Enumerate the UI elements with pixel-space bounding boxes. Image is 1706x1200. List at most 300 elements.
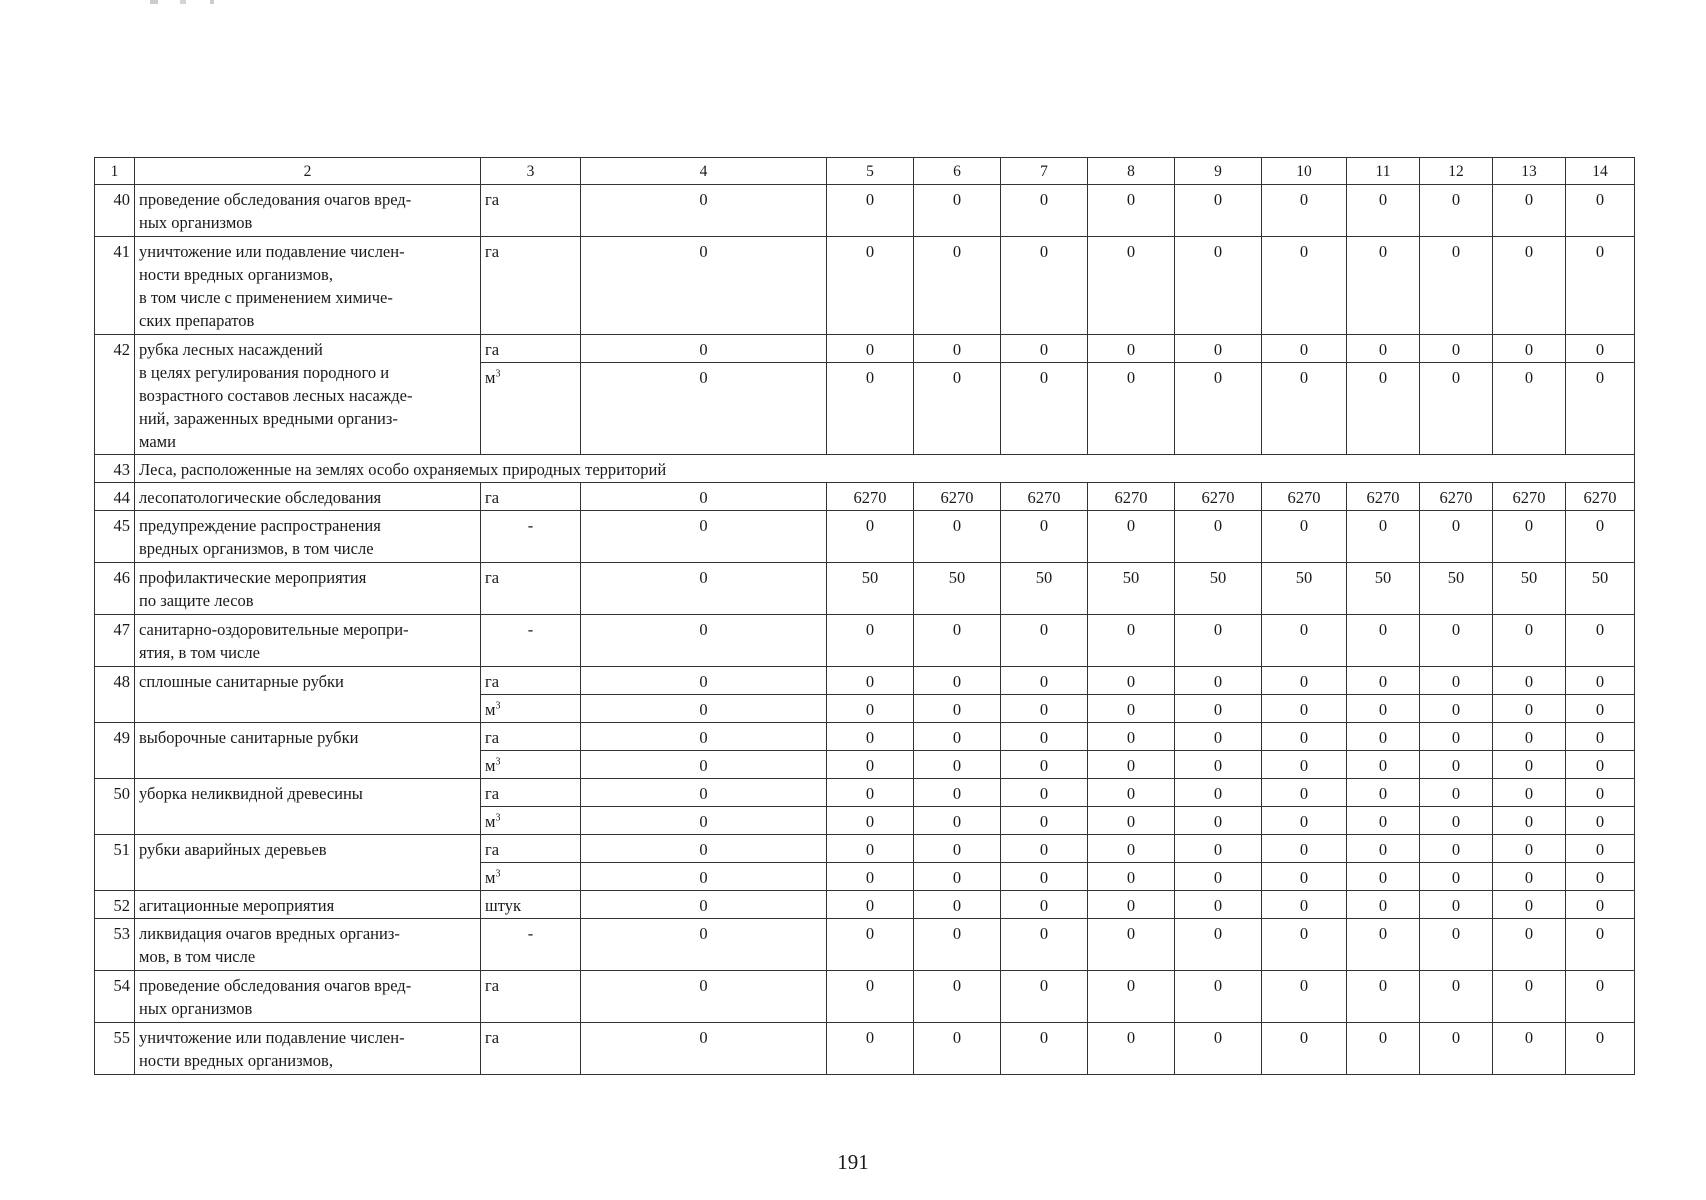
value-cell: 0: [1088, 695, 1175, 723]
value-cell: 0: [1088, 863, 1175, 891]
value-cell: 0: [827, 1023, 914, 1075]
value-cell: 0: [581, 615, 827, 667]
value-cell: 0: [1493, 835, 1566, 863]
value-cell: 0: [914, 863, 1001, 891]
value-cell: 0: [1420, 807, 1493, 835]
value-cell: 0: [1001, 335, 1088, 363]
value-cell: 6270: [1262, 483, 1347, 511]
value-cell: 0: [1566, 919, 1635, 971]
value-cell: 0: [1175, 971, 1262, 1023]
value-cell: 50: [827, 563, 914, 615]
value-cell: 0: [1493, 363, 1566, 455]
value-cell: 0: [1347, 891, 1420, 919]
column-header: 3: [481, 158, 581, 185]
row-name: рубки аварийных деревьев: [135, 835, 481, 891]
row-name: лесопатологические обследования: [135, 483, 481, 511]
row-number: 47: [95, 615, 135, 667]
value-cell: 0: [1420, 863, 1493, 891]
unit-cell: [481, 807, 581, 835]
value-cell: 0: [1420, 695, 1493, 723]
value-cell: 0: [1566, 695, 1635, 723]
value-cell: 0: [914, 779, 1001, 807]
value-cell: 0: [1420, 511, 1493, 563]
value-cell: 0: [1262, 615, 1347, 667]
value-cell: 50: [1175, 563, 1262, 615]
value-cell: 6270: [1088, 483, 1175, 511]
value-cell: 0: [1262, 695, 1347, 723]
table-row: [95, 335, 1635, 363]
section-row: [95, 455, 1635, 483]
value-cell: 0: [1088, 511, 1175, 563]
value-cell: 50: [914, 563, 1001, 615]
value-cell: 0: [581, 237, 827, 335]
unit-exponent: 3: [495, 812, 501, 824]
value-cell: 0: [1175, 335, 1262, 363]
value-cell: 0: [1347, 835, 1420, 863]
column-header: 4: [581, 158, 827, 185]
value-cell: 0: [1347, 185, 1420, 237]
value-cell: 0: [1175, 807, 1262, 835]
column-header: 6: [914, 158, 1001, 185]
value-cell: 0: [581, 483, 827, 511]
value-cell: 0: [1493, 891, 1566, 919]
value-cell: 0: [581, 807, 827, 835]
value-cell: 0: [1175, 779, 1262, 807]
value-cell: 0: [1493, 723, 1566, 751]
header-row: [95, 158, 1635, 185]
value-cell: 0: [1175, 891, 1262, 919]
row-number: 44: [95, 483, 135, 511]
value-cell: 0: [914, 511, 1001, 563]
value-cell: 0: [914, 807, 1001, 835]
value-cell: 0: [1420, 891, 1493, 919]
row-number: 50: [95, 779, 135, 835]
value-cell: 0: [1262, 971, 1347, 1023]
value-cell: 0: [1493, 919, 1566, 971]
unit-cell: га: [481, 971, 581, 1023]
page-number: 191: [837, 1150, 869, 1174]
value-cell: 0: [1175, 363, 1262, 455]
row-number: 55: [95, 1023, 135, 1075]
value-cell: 0: [1088, 237, 1175, 335]
value-cell: 0: [1175, 723, 1262, 751]
value-cell: 0: [827, 863, 914, 891]
section-title: Леса, расположенные на землях особо охраняемых природных территорий: [135, 455, 1635, 483]
table-row: [95, 723, 1635, 751]
value-cell: 0: [1001, 835, 1088, 863]
value-cell: 0: [1088, 667, 1175, 695]
value-cell: 0: [581, 891, 827, 919]
value-cell: 0: [1347, 335, 1420, 363]
value-cell: 0: [1420, 1023, 1493, 1075]
value-cell: 0: [827, 891, 914, 919]
row-number: 45: [95, 511, 135, 563]
value-cell: 0: [1088, 919, 1175, 971]
value-cell: 0: [1420, 335, 1493, 363]
value-cell: 0: [1347, 615, 1420, 667]
column-header: 1: [95, 158, 135, 185]
row-name: профилактические мероприятия по защите лесов: [135, 563, 481, 615]
column-header: 13: [1493, 158, 1566, 185]
value-cell: 50: [1347, 563, 1420, 615]
value-cell: 6270: [1493, 483, 1566, 511]
value-cell: 50: [1493, 563, 1566, 615]
value-cell: 50: [1001, 563, 1088, 615]
value-cell: 0: [1566, 1023, 1635, 1075]
value-cell: 6270: [1420, 483, 1493, 511]
value-cell: 0: [827, 335, 914, 363]
value-cell: 0: [827, 919, 914, 971]
unit-cell: га: [481, 779, 581, 807]
forest-protection-table: [94, 157, 1635, 1075]
value-cell: 0: [914, 919, 1001, 971]
value-cell: 0: [1001, 237, 1088, 335]
value-cell: 0: [581, 363, 827, 455]
value-cell: 0: [1088, 363, 1175, 455]
column-header: 11: [1347, 158, 1420, 185]
value-cell: 0: [1420, 723, 1493, 751]
value-cell: 0: [1566, 835, 1635, 863]
value-cell: 0: [827, 751, 914, 779]
value-cell: 0: [581, 1023, 827, 1075]
value-cell: 0: [827, 667, 914, 695]
value-cell: 0: [1420, 237, 1493, 335]
value-cell: 0: [1001, 919, 1088, 971]
value-cell: 0: [1566, 185, 1635, 237]
value-cell: 0: [1566, 891, 1635, 919]
table-row: [95, 237, 1635, 335]
value-cell: 0: [1566, 511, 1635, 563]
value-cell: 0: [827, 363, 914, 455]
table-row: [95, 971, 1635, 1023]
value-cell: 0: [1420, 615, 1493, 667]
value-cell: 0: [827, 779, 914, 807]
table-row: [95, 615, 1635, 667]
unit-cell: -: [481, 919, 581, 971]
unit-cell: га: [481, 723, 581, 751]
value-cell: 0: [1420, 971, 1493, 1023]
value-cell: 0: [1347, 1023, 1420, 1075]
unit-label: м: [485, 868, 496, 887]
row-name: ликвидация очагов вредных организ- мов, в том числе: [135, 919, 481, 971]
value-cell: 0: [1566, 237, 1635, 335]
unit-exponent: 3: [495, 700, 501, 712]
value-cell: 50: [1262, 563, 1347, 615]
value-cell: 0: [1420, 667, 1493, 695]
value-cell: 0: [827, 237, 914, 335]
value-cell: 0: [1001, 185, 1088, 237]
value-cell: 0: [581, 919, 827, 971]
row-number: 46: [95, 563, 135, 615]
value-cell: 0: [1175, 863, 1262, 891]
unit-label: м: [485, 368, 496, 387]
column-header: 12: [1420, 158, 1493, 185]
value-cell: 0: [914, 667, 1001, 695]
unit-cell: [481, 363, 581, 455]
row-name: агитационные мероприятия: [135, 891, 481, 919]
unit-cell: га: [481, 1023, 581, 1075]
row-number: 42: [95, 335, 135, 455]
value-cell: 0: [581, 335, 827, 363]
table-row: [95, 891, 1635, 919]
row-number: 54: [95, 971, 135, 1023]
row-number: 49: [95, 723, 135, 779]
value-cell: 0: [1001, 863, 1088, 891]
table-row: [95, 483, 1635, 511]
unit-cell: [481, 695, 581, 723]
unit-cell: [481, 751, 581, 779]
table-row: [95, 779, 1635, 807]
value-cell: 0: [1262, 863, 1347, 891]
value-cell: 0: [1175, 695, 1262, 723]
value-cell: 0: [1262, 511, 1347, 563]
row-name: проведение обследования очагов вред- ных организмов: [135, 185, 481, 237]
value-cell: 0: [914, 695, 1001, 723]
unit-cell: га: [481, 563, 581, 615]
table-row: [95, 511, 1635, 563]
value-cell: 0: [827, 615, 914, 667]
value-cell: 0: [1347, 667, 1420, 695]
unit-cell: га: [481, 335, 581, 363]
value-cell: 0: [1347, 723, 1420, 751]
value-cell: 0: [914, 835, 1001, 863]
value-cell: 0: [1493, 511, 1566, 563]
value-cell: 0: [1262, 919, 1347, 971]
value-cell: 0: [1175, 185, 1262, 237]
unit-label: м: [485, 700, 496, 719]
value-cell: 0: [1001, 363, 1088, 455]
value-cell: 0: [1493, 237, 1566, 335]
value-cell: 0: [1347, 695, 1420, 723]
value-cell: 0: [914, 363, 1001, 455]
table-row: [95, 1023, 1635, 1075]
value-cell: 6270: [914, 483, 1001, 511]
value-cell: 0: [581, 779, 827, 807]
value-cell: 0: [914, 971, 1001, 1023]
value-cell: 50: [1566, 563, 1635, 615]
value-cell: 0: [1262, 779, 1347, 807]
value-cell: 0: [1001, 751, 1088, 779]
value-cell: 0: [1175, 919, 1262, 971]
value-cell: 50: [1088, 563, 1175, 615]
value-cell: 0: [827, 835, 914, 863]
row-name: предупреждение распространения вредных организмов, в том числе: [135, 511, 481, 563]
value-cell: 0: [1088, 971, 1175, 1023]
value-cell: 0: [1493, 185, 1566, 237]
value-cell: 0: [1493, 971, 1566, 1023]
value-cell: 0: [581, 835, 827, 863]
value-cell: 0: [1420, 779, 1493, 807]
value-cell: 0: [1262, 751, 1347, 779]
value-cell: 6270: [1001, 483, 1088, 511]
value-cell: 0: [1347, 511, 1420, 563]
value-cell: 0: [1566, 779, 1635, 807]
value-cell: 0: [914, 751, 1001, 779]
value-cell: 0: [1001, 971, 1088, 1023]
value-cell: 0: [1566, 807, 1635, 835]
value-cell: 0: [1001, 779, 1088, 807]
value-cell: 0: [1001, 667, 1088, 695]
column-header: 2: [135, 158, 481, 185]
value-cell: 6270: [827, 483, 914, 511]
row-number: 52: [95, 891, 135, 919]
value-cell: 0: [1262, 807, 1347, 835]
value-cell: 0: [1347, 363, 1420, 455]
value-cell: 0: [1420, 751, 1493, 779]
value-cell: 0: [1001, 807, 1088, 835]
value-cell: 0: [1262, 237, 1347, 335]
value-cell: 0: [1262, 723, 1347, 751]
value-cell: 0: [827, 723, 914, 751]
value-cell: 0: [1088, 185, 1175, 237]
row-name: уборка неликвидной древесины: [135, 779, 481, 835]
unit-exponent: 3: [495, 756, 501, 768]
value-cell: 0: [1347, 971, 1420, 1023]
value-cell: 0: [1001, 511, 1088, 563]
value-cell: 0: [1566, 615, 1635, 667]
row-number: 43: [95, 455, 135, 483]
value-cell: 6270: [1347, 483, 1420, 511]
value-cell: 0: [1262, 335, 1347, 363]
value-cell: 0: [827, 695, 914, 723]
row-name: проведение обследования очагов вред- ных организмов: [135, 971, 481, 1023]
value-cell: 0: [1088, 835, 1175, 863]
value-cell: 0: [1566, 723, 1635, 751]
value-cell: 0: [1262, 891, 1347, 919]
value-cell: 0: [1420, 185, 1493, 237]
value-cell: 0: [1001, 723, 1088, 751]
value-cell: 0: [914, 237, 1001, 335]
row-number: 41: [95, 237, 135, 335]
value-cell: 50: [1420, 563, 1493, 615]
value-cell: 0: [827, 185, 914, 237]
row-number: 40: [95, 185, 135, 237]
row-name: санитарно-оздоровительные меропри- ятия, в том числе: [135, 615, 481, 667]
row-name: уничтожение или подавление числен- ности вредных организмов, в том числе с применением химиче- ских препаратов: [135, 237, 481, 335]
value-cell: 0: [1420, 363, 1493, 455]
value-cell: 0: [1566, 335, 1635, 363]
value-cell: 6270: [1566, 483, 1635, 511]
value-cell: 0: [1175, 835, 1262, 863]
unit-cell: -: [481, 615, 581, 667]
unit-cell: га: [481, 667, 581, 695]
table-row: [95, 563, 1635, 615]
value-cell: 0: [1088, 891, 1175, 919]
unit-cell: га: [481, 483, 581, 511]
value-cell: 0: [1493, 863, 1566, 891]
value-cell: 0: [1175, 1023, 1262, 1075]
value-cell: 0: [1493, 751, 1566, 779]
row-number: 48: [95, 667, 135, 723]
unit-exponent: 3: [495, 868, 501, 880]
unit-label: м: [485, 756, 496, 775]
row-number: 51: [95, 835, 135, 891]
table-row: [95, 185, 1635, 237]
column-header: 8: [1088, 158, 1175, 185]
value-cell: 0: [1001, 695, 1088, 723]
value-cell: 0: [1566, 863, 1635, 891]
value-cell: 0: [581, 511, 827, 563]
value-cell: 0: [1493, 615, 1566, 667]
value-cell: 0: [1420, 835, 1493, 863]
value-cell: 0: [1262, 363, 1347, 455]
unit-cell: га: [481, 237, 581, 335]
column-header: 5: [827, 158, 914, 185]
value-cell: 0: [1566, 971, 1635, 1023]
value-cell: 0: [1493, 1023, 1566, 1075]
unit-cell: штук: [481, 891, 581, 919]
value-cell: 0: [1262, 185, 1347, 237]
value-cell: 0: [1175, 615, 1262, 667]
value-cell: 0: [914, 185, 1001, 237]
value-cell: 0: [914, 723, 1001, 751]
column-header: 10: [1262, 158, 1347, 185]
value-cell: 0: [914, 615, 1001, 667]
column-header: 9: [1175, 158, 1262, 185]
value-cell: 0: [1347, 807, 1420, 835]
column-header: 14: [1566, 158, 1635, 185]
value-cell: 0: [1566, 667, 1635, 695]
unit-cell: га: [481, 835, 581, 863]
value-cell: 0: [581, 863, 827, 891]
table-row: [95, 667, 1635, 695]
value-cell: 0: [1420, 919, 1493, 971]
value-cell: 0: [1347, 863, 1420, 891]
value-cell: 0: [1001, 1023, 1088, 1075]
value-cell: 0: [581, 723, 827, 751]
value-cell: 0: [581, 751, 827, 779]
value-cell: 0: [914, 335, 1001, 363]
value-cell: 0: [1347, 779, 1420, 807]
value-cell: 0: [1088, 807, 1175, 835]
value-cell: 0: [1347, 751, 1420, 779]
column-header: 7: [1001, 158, 1088, 185]
value-cell: 0: [1493, 335, 1566, 363]
value-cell: 0: [1347, 237, 1420, 335]
row-name: выборочные санитарные рубки: [135, 723, 481, 779]
value-cell: 0: [914, 891, 1001, 919]
value-cell: 0: [827, 807, 914, 835]
row-name: сплошные санитарные рубки: [135, 667, 481, 723]
value-cell: 0: [1566, 363, 1635, 455]
value-cell: 0: [581, 667, 827, 695]
value-cell: 6270: [1175, 483, 1262, 511]
value-cell: 0: [1493, 779, 1566, 807]
row-number: 53: [95, 919, 135, 971]
value-cell: 0: [1175, 511, 1262, 563]
value-cell: 0: [1088, 779, 1175, 807]
value-cell: 0: [1175, 751, 1262, 779]
value-cell: 0: [581, 185, 827, 237]
value-cell: 0: [1001, 891, 1088, 919]
value-cell: 0: [1347, 919, 1420, 971]
table-row: [95, 919, 1635, 971]
value-cell: 0: [1088, 723, 1175, 751]
value-cell: 0: [1175, 667, 1262, 695]
row-name: уничтожение или подавление числен- ности вредных организмов,: [135, 1023, 481, 1075]
value-cell: 0: [1262, 667, 1347, 695]
value-cell: 0: [1001, 615, 1088, 667]
unit-label: м: [485, 812, 496, 831]
unit-cell: [481, 863, 581, 891]
value-cell: 0: [1262, 1023, 1347, 1075]
value-cell: 0: [827, 971, 914, 1023]
value-cell: 0: [1088, 335, 1175, 363]
value-cell: 0: [1262, 835, 1347, 863]
value-cell: 0: [1088, 1023, 1175, 1075]
value-cell: 0: [1088, 751, 1175, 779]
value-cell: 0: [581, 563, 827, 615]
